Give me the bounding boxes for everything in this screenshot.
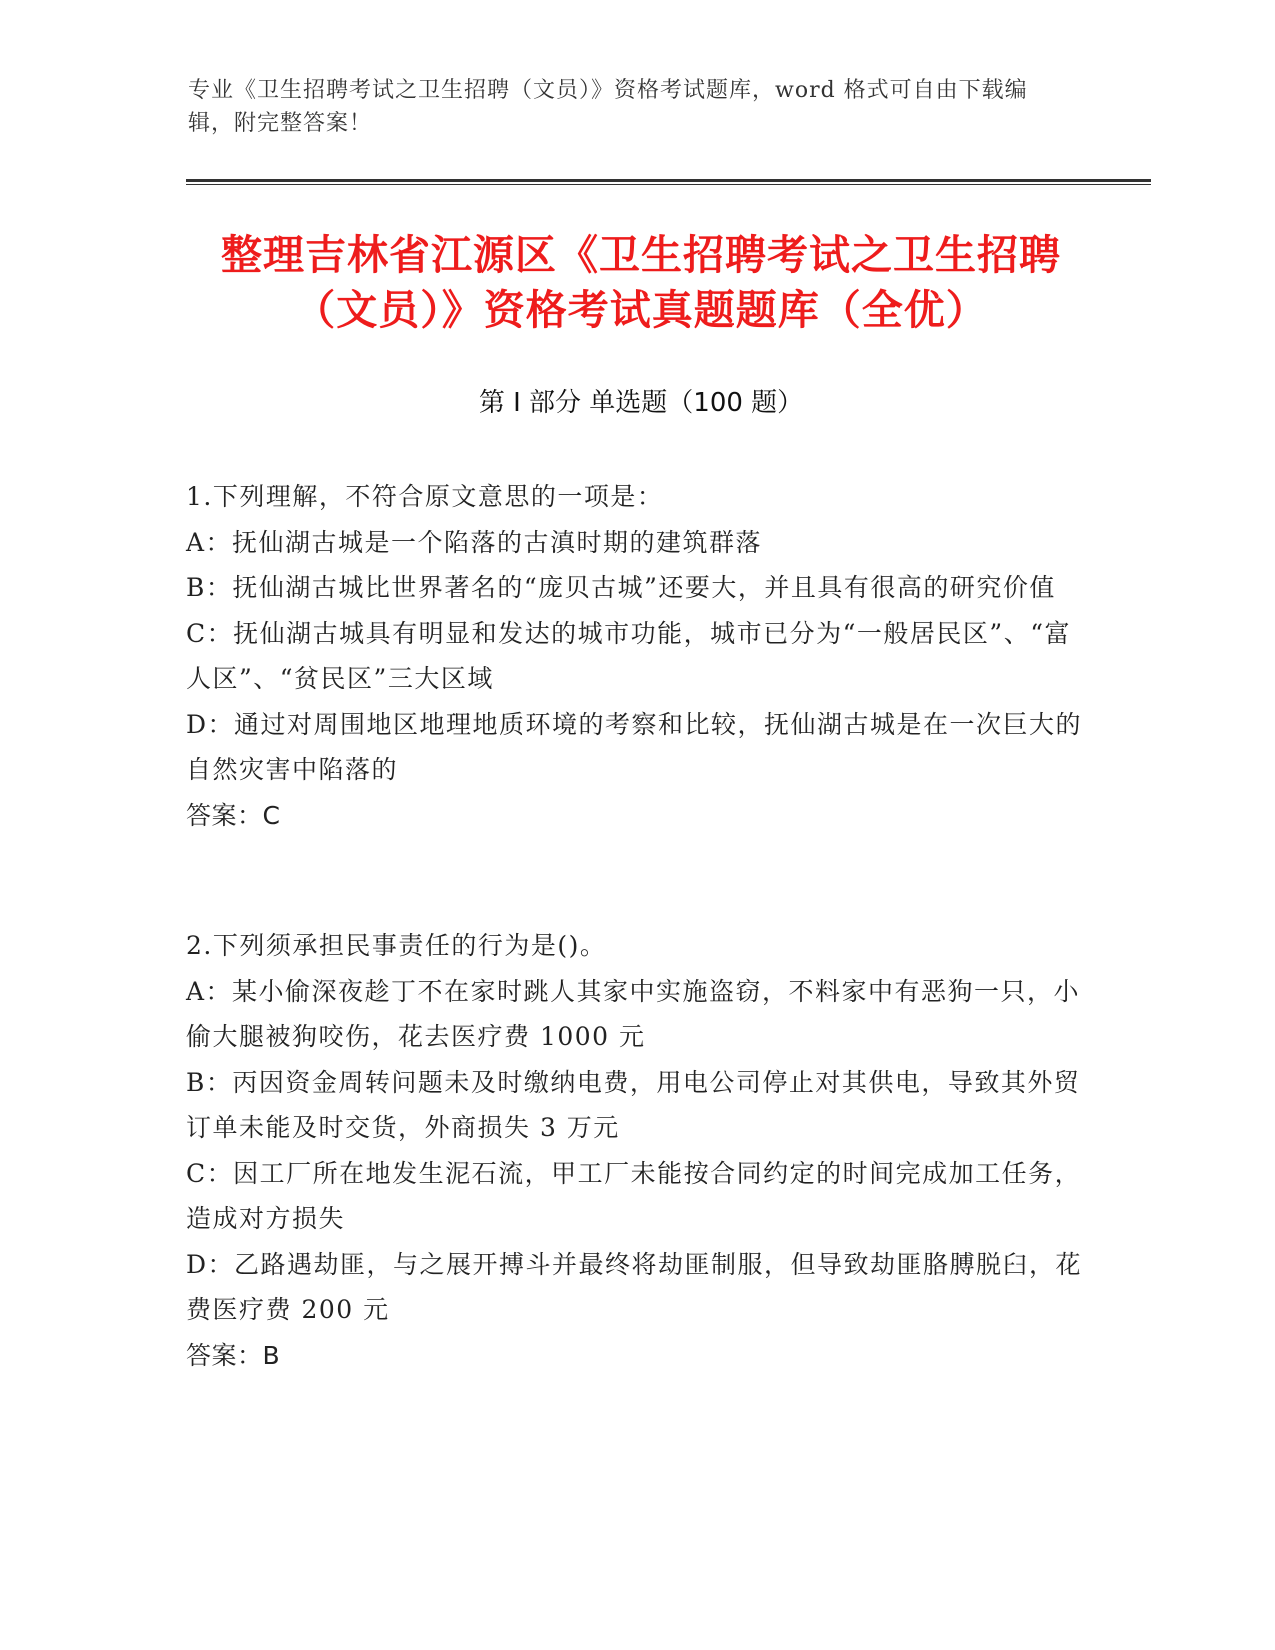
option-d: D：通过对周围地区地理地质环境的考察和比较，抚仙湖古城是在一次巨大的自然灾害中陷落的 <box>186 709 1083 784</box>
answer: 答案：C <box>186 800 281 830</box>
option-a: A：某小偷深夜趁丁不在家时跳人其家中实施盗窃，不料家中有恶狗一只，小偷大腿被狗咬伤，花去医疗费 1000 元 <box>186 976 1081 1051</box>
option-b: B：抚仙湖古城比世界著名的“庞贝古城”还要大，并且具有很高的研究价值 <box>186 573 1056 602</box>
question-2 <box>186 923 1086 1378</box>
option-a: A：抚仙湖古城是一个陷落的古滇时期的建筑群落 <box>186 527 763 557</box>
question-stem: 1.下列理解，不符合原文意思的一项是： <box>186 482 664 511</box>
question-stem: 2.下列须承担民事责任的行为是()。 <box>186 931 607 960</box>
option-c: C：抚仙湖古城具有明显和发达的城市功能，城市已分为“一般居民区”、“富人区”、“贫民区”三大区域 <box>186 618 1071 693</box>
header-divider-thick <box>186 179 1151 182</box>
question-1 <box>186 474 1086 838</box>
header-divider-thin <box>186 184 1151 185</box>
option-b: B：丙因资金周转问题未及时缴纳电费，用电公司停止对其供电，导致其外贸订单未能及时交货，外商损失 3 万元 <box>186 1067 1081 1142</box>
section-heading: 第 I 部分 单选题（100 题） <box>478 388 804 418</box>
option-c: C：因工厂所在地发生泥石流，甲工厂未能按合同约定的时间完成加工任务，造成对方损失 <box>186 1158 1082 1233</box>
answer: 答案：B <box>186 1340 281 1370</box>
document-title: 整理吉林省江源区《卫生招聘考试之卫生招聘（文员）》资格考试真题题库（全优） <box>221 231 1061 334</box>
option-d: D：乙路遇劫匪，与之展开搏斗并最终将劫匪制服，但导致劫匪胳膊脱臼，花费医疗费 200 元 <box>186 1249 1083 1324</box>
header-note: 专业《卫生招聘考试之卫生招聘（文员）》资格考试题库，word 格式可自由下载编辑，附完整答案！ <box>188 78 1028 136</box>
